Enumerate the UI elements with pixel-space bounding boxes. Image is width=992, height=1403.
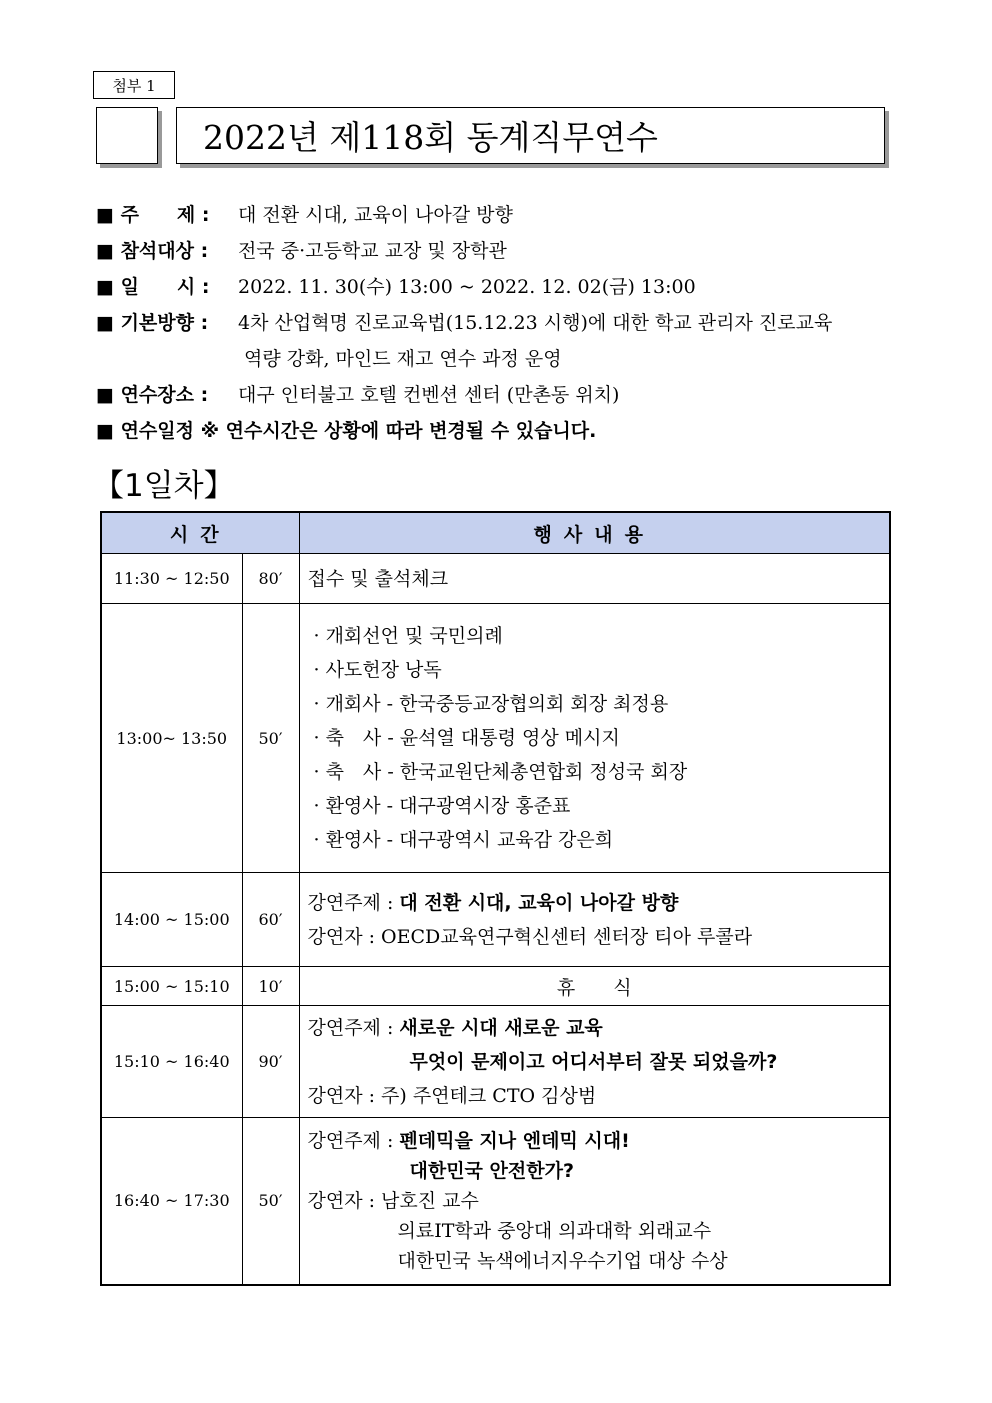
header-content: 행사내용: [299, 512, 890, 554]
list-item: · 축 사 - 윤석열 대통령 영상 메시지: [313, 727, 620, 749]
lecture-topic: [308, 886, 890, 920]
content-cell: [299, 554, 890, 604]
duration-cell: 10′: [242, 967, 299, 1006]
table-header-row: [101, 512, 890, 554]
list-item: · 개회선언 및 국민의례: [313, 625, 503, 647]
speaker-line: 강연자 : OECD교육연구혁신센터 센터장 티아 루콜라: [307, 925, 753, 948]
lecture-topic: [308, 1126, 890, 1156]
time-cell: 15:00 ~ 15:10: [101, 967, 242, 1006]
info-value: 대 전환 시대, 교육이 나아갈 방향: [238, 204, 513, 226]
info-value: 전국 중·고등학교 교장 및 장학관: [238, 240, 507, 262]
info-value: 4차 산업혁명 진로교육법(15.12.23 시행)에 대한 학교 관리자 진로교육: [238, 312, 833, 334]
topic-text: 대 전환 시대, 교육이 나아갈 방향: [399, 891, 679, 914]
info-section: [96, 197, 916, 449]
attachment-label: 첨부 1: [93, 71, 175, 99]
list-item: · 개회사 - 한국중등교장협의회 회장 최정용: [313, 693, 669, 715]
content-cell: [299, 604, 890, 873]
content-cell: [299, 873, 890, 967]
info-row-audience: [96, 233, 916, 269]
info-value: 2022. 11. 30(수) 13:00 ~ 2022. 12. 02(금) 13:00: [238, 276, 696, 298]
table-row: [101, 1118, 890, 1285]
topic-label: 강연주제 :: [307, 1129, 394, 1152]
lecture-topic: [308, 1011, 890, 1045]
info-value: 대구 인터불고 호텔 컨벤션 센터 (만촌동 위치): [238, 384, 620, 406]
time-cell: 11:30 ~ 12:50: [101, 554, 242, 604]
speaker-detail: 대한민국 녹색에너지우수기업 대상 수상: [397, 1249, 728, 1272]
content-cell: [299, 1118, 890, 1285]
duration-cell: 60′: [242, 873, 299, 967]
page-title-text: 2022년 제118회 동계직무연수: [203, 118, 658, 157]
duration-cell: 80′: [242, 554, 299, 604]
break-cell: 휴 식: [299, 967, 890, 1006]
topic-text: 새로운 시대 새로운 교육: [399, 1016, 603, 1039]
topic-text-continued: 무엇이 문제이고 어디서부터 잘못 되었을까?: [409, 1050, 778, 1073]
info-row-direction-cont: [96, 341, 916, 377]
title-square-decoration: [96, 107, 158, 164]
info-value-continued: 역량 강화, 마인드 재고 연수 과정 운영: [244, 348, 562, 370]
speaker-line: 강연자 : 남호진 교수: [307, 1189, 479, 1212]
header-time: 시간: [101, 512, 299, 554]
info-label: ■ 기본방향 :: [96, 312, 209, 334]
time-cell: 14:00 ~ 15:00: [101, 873, 242, 967]
schedule-table: [100, 511, 891, 1286]
time-cell: 16:40 ~ 17:30: [101, 1118, 242, 1285]
info-label: ■ 연수일정 ※ 연수시간은 상황에 따라 변경될 수 있습니다.: [96, 420, 597, 442]
topic-label: 강연주제 :: [307, 1016, 394, 1039]
list-item: · 사도헌장 낭독: [313, 659, 442, 681]
time-cell: 13:00~ 13:50: [101, 604, 242, 873]
content-line: 접수 및 출석체크: [307, 567, 449, 590]
table-row: [101, 604, 890, 873]
info-label: ■ 주 제 :: [96, 204, 210, 226]
duration-cell: 50′: [242, 604, 299, 873]
info-row-topic: [96, 197, 916, 233]
table-row: [101, 873, 890, 967]
page-title: [176, 107, 885, 164]
info-label: ■ 일 시 :: [96, 276, 210, 298]
content-cell: [299, 1006, 890, 1118]
info-row-schedule: [96, 413, 916, 449]
duration-cell: 90′: [242, 1006, 299, 1118]
info-row-date: [96, 269, 916, 305]
day-heading: 【1일차】: [93, 468, 235, 504]
info-label: ■ 연수장소 :: [96, 384, 209, 406]
list-item: · 축 사 - 한국교원단체총연합회 정성국 회장: [313, 761, 688, 783]
info-label: ■ 참석대상 :: [96, 240, 209, 262]
time-cell: 15:10 ~ 16:40: [101, 1006, 242, 1118]
list-item: · 환영사 - 대구광역시장 홍준표: [313, 795, 571, 817]
info-row-venue: [96, 377, 916, 413]
table-row: [101, 1006, 890, 1118]
info-row-direction: [96, 305, 916, 341]
duration-cell: 50′: [242, 1118, 299, 1285]
table-row: [101, 554, 890, 604]
topic-label: 강연주제 :: [307, 891, 394, 914]
speaker-detail: 의료IT학과 중앙대 의과대학 외래교수: [397, 1219, 712, 1242]
topic-text: 펜데믹을 지나 엔데믹 시대!: [399, 1129, 630, 1152]
list-item: · 환영사 - 대구광역시 교육감 강은희: [313, 829, 614, 851]
speaker-line: 강연자 : 주) 주연테크 CTO 김상범: [307, 1084, 597, 1107]
table-row: [101, 967, 890, 1006]
topic-text-continued: 대한민국 안전한가?: [409, 1159, 574, 1182]
